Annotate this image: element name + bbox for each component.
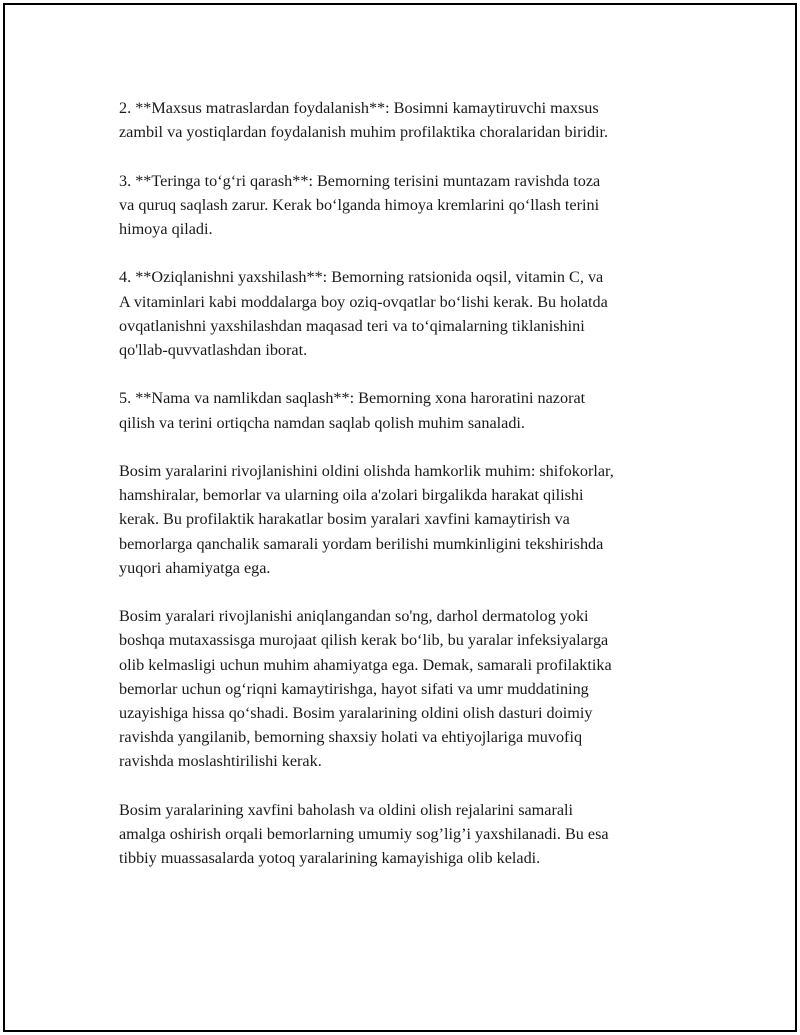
paragraph-conclusion: Bosim yaralarining xavfini baholash va oldini olish rejalarini samarali amalga oshirish orqali bemorlarning umumiy sog’lig’i yaxshilanadi. Bu esa tibbiy muassasalarda yotoq yaralarining kamayishiga olib keladi. xyxy=(119,800,609,868)
page-border xyxy=(3,3,797,1032)
paragraph-item-2: 2. **Maxsus matraslardan foydalanish**: Bosimni kamaytiruvchi maxsus zambil va yostiqlardan foydalanish muhim profilaktika choralaridan biridir. xyxy=(119,99,609,142)
paragraph-specialist-referral: Bosim yaralari rivojlanishi aniqlangandan so'ng, darhol dermatolog yoki boshqa mutaxassisga murojaat qilish kerak bo‘lib, bu yaralar infeksiyalarga olib kelmasligi uchun muhim ahamiyatga ega. Demak, samarali profilaktika bemorlar uchun og‘riqni kamaytirishga, hayot sifati va umr muddatining uzayishiga hissa qo‘shadi. Bosim yaralarining oldini olish dasturi doimiy ravishda yangilanib, bemorning shaxsiy holati va ehtiyojlariga muvofiq ravishda moslashtirilishi kerak. xyxy=(119,607,612,771)
paragraph-item-4: 4. **Oziqlanishni yaxshilash**: Bemorning ratsionida oqsil, vitamin C, va A vitaminlari kabi moddalarga boy oziq-ovqatlar bo‘lishi kerak. Bu holatda ovqatlanishni yaxshilashdan maqasad teri va to‘qimalarning tiklanishini qo'llab-quvvatlashdan iborat. xyxy=(119,268,608,359)
paragraph-item-3: 3. **Teringa to‘g‘ri qarash**: Bemorning terisini muntazam ravishda toza va quruq saqlash zarur. Kerak bo‘lganda himoya kremlarini qo‘llash terini himoya qiladi. xyxy=(119,171,601,238)
document-body xyxy=(119,96,709,895)
paragraph-item-5: 5. **Nama va namlikdan saqlash**: Bemorning xona haroratini nazorat qilish va terini ortiqcha namdan saqlab qolish muhim sanaladi. xyxy=(119,389,586,432)
paragraph-collaboration: Bosim yaralarini rivojlanishini oldini olishda hamkorlik muhim: shifokorlar, hamshiralar, bemorlar va ularning oila a'zolari birgalikda harakat qilishi kerak. Bu profilaktik harakatlar bosim yaralari xavfini kamaytirish va bemorlarga qanchalik samarali yordam berilishi mumkinligini tekshirishda yuqori ahamiyatga ega. xyxy=(119,461,614,577)
